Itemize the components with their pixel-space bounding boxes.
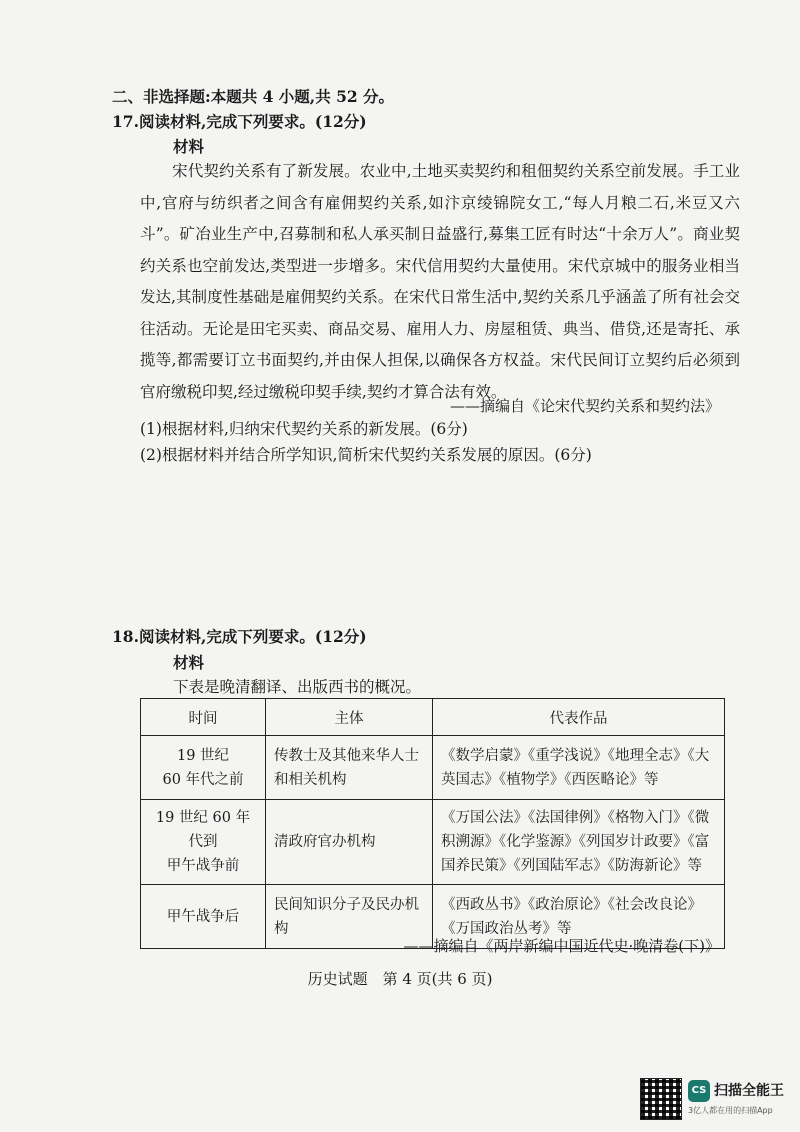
table-cell-agent: 清政府官办机构 — [266, 800, 433, 885]
q17-prompt: 17.阅读材料,完成下列要求。(12分) — [112, 112, 367, 131]
table-cell-works: 《万国公法》《法国律例》《格物入门》《微积溯源》《化学鉴源》《列国岁计政要》《富国养民策》《列国陆军志》《防海新论》等 — [433, 800, 725, 885]
section-heading: 二、非选择题:本题共 4 小题,共 52 分。 — [112, 87, 395, 106]
q17-material-text: 宋代契约关系有了新发展。农业中,土地买卖契约和租佃契约关系空前发展。手工业中,官府与纺织者之间含有雇佣契约关系,如汴京绫锦院女工,“每人月粮二石,米豆又六斗”。矿冶业生产中,召募制和私人承买制日益盛行,募集工匠有时达“十余万人”。商业契约关系也空前发达,类型进一步增多。宋代信用契约大量使用。宋代京城中的服务业相当发达,其制度性基础是雇佣契约关系。在宋代日常生活中,契约关系几乎涵盖了所有社会交往活动。无论是田宅买卖、商品交易、雇用人力、房屋租赁、典当、借贷,还是寄托、承揽等,都需要订立书面契约,并由保人担保,以确保各方权益。宋代民间订立契约后必须到官府缴税印契,经过缴税印契手续,契约才算合法有效。 — [140, 162, 740, 401]
scanner-watermark — [640, 1078, 784, 1122]
table-header-works: 代表作品 — [433, 699, 725, 736]
table-row — [141, 800, 725, 885]
table-header-row — [141, 699, 725, 736]
table-cell-agent: 传教士及其他来华人士和相关机构 — [266, 736, 433, 800]
table-header-agent: 主体 — [266, 699, 433, 736]
table-cell-time: 19 世纪 60 年代到 甲午战争前 — [141, 800, 266, 885]
q17-subquestion-2: (2)根据材料并结合所学知识,简析宋代契约关系发展的原因。(6分) — [140, 446, 592, 464]
qr-code-icon — [640, 1078, 682, 1120]
q18-intro: 下表是晚清翻译、出版西书的概况。 — [173, 678, 422, 696]
q18-table — [140, 698, 725, 949]
q18-prompt: 18.阅读材料,完成下列要求。(12分) — [112, 627, 367, 646]
brand-tagline: 3亿人都在用的扫描App — [688, 1106, 773, 1115]
brand-name: 扫描全能王 — [714, 1083, 784, 1099]
page-footer: 历史试题 第 4 页(共 6 页) — [307, 970, 493, 988]
table-cell-time: 19 世纪 60 年代之前 — [141, 736, 266, 800]
q17-subquestion-1: (1)根据材料,归纳宋代契约关系的新发展。(6分) — [140, 420, 468, 438]
q18-material-label: 材料 — [173, 653, 205, 672]
q17-material-paragraph — [140, 156, 740, 408]
camscanner-logo-icon: CS — [688, 1080, 710, 1102]
q18-source: ——摘编自《两岸新编中国近代史·晚清卷(下)》 — [403, 937, 720, 955]
q17-material-label: 材料 — [173, 137, 205, 156]
table-cell-agent: 民间知识分子及民办机构 — [266, 885, 433, 949]
table-header-time: 时间 — [141, 699, 266, 736]
q17-source: ——摘编自《论宋代契约关系和契约法》 — [449, 397, 720, 415]
table-row — [141, 736, 725, 800]
table-cell-works: 《数学启蒙》《重学浅说》《地理全志》《大英国志》《植物学》《西医略论》等 — [433, 736, 725, 800]
table-cell-time: 甲午战争后 — [141, 885, 266, 949]
table-cell-works: 《西政丛书》《政治原论》《社会改良论》《万国政治丛考》等 — [433, 885, 725, 949]
